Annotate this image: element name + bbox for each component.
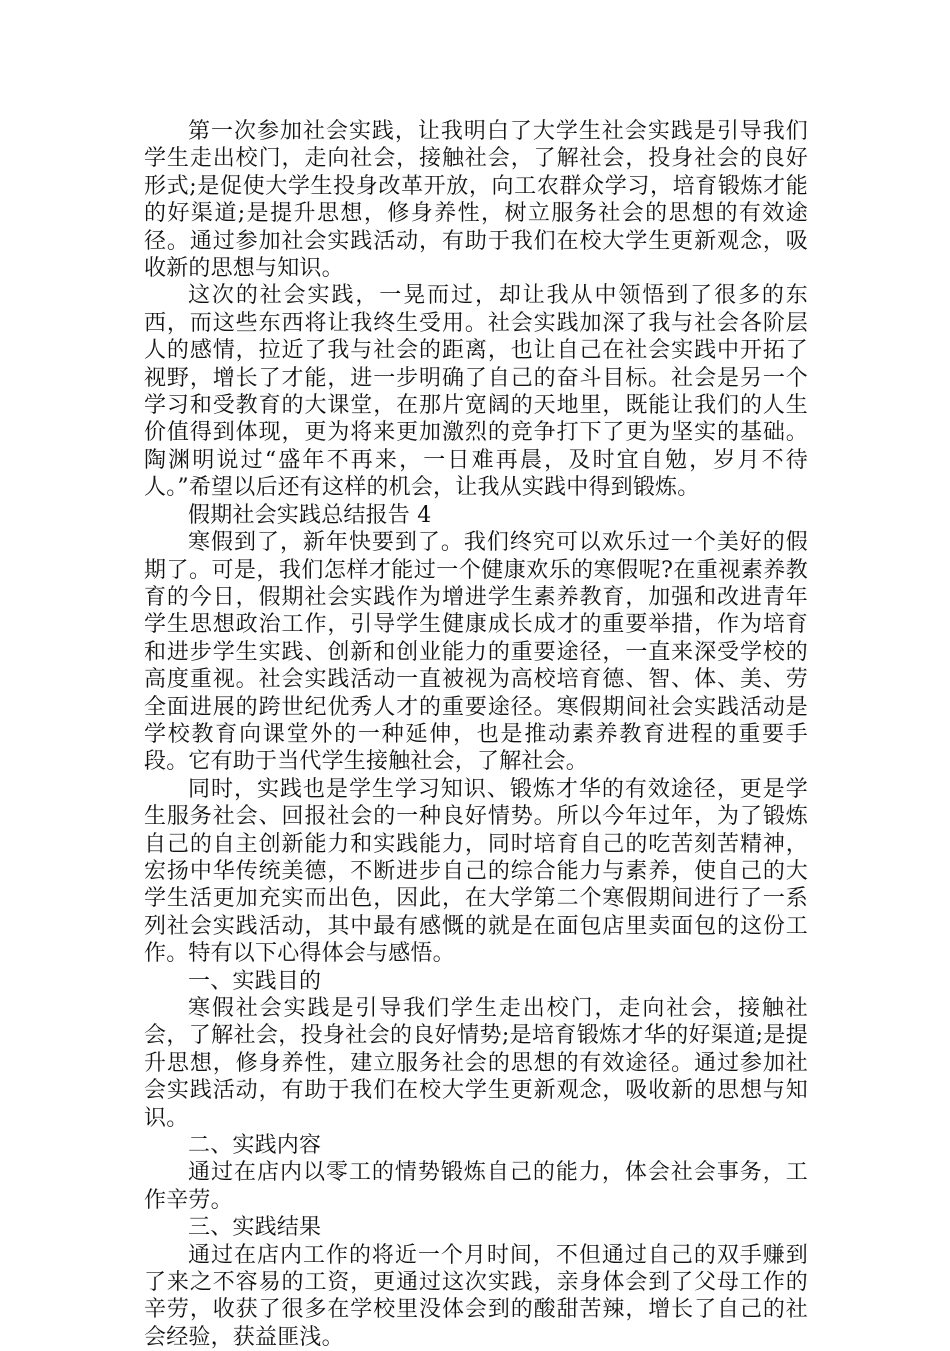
section-heading-purpose: 一、实践目的 <box>188 968 322 994</box>
document-page <box>144 118 808 1351</box>
paragraph-first-practice: 第一次参加社会实践，让我明白了大学生社会实践是引导我们学生走出校门，走向社会，接触社会，了解社会，投身社会的良好形式;是促使大学生投身改革开放，向工农群众学习，培育锻炼才能的好渠道;是提升思想，修身养性，树立服务社会的思想的有效途径。通过参加社会实践活动，有助于我们在校大学生更新观念，吸收新的思想与知识。 <box>144 119 808 282</box>
section-heading-content: 二、实践内容 <box>188 1133 322 1159</box>
section-heading-result: 三、实践结果 <box>188 1215 322 1241</box>
paragraph-purpose: 寒假社会实践是引导我们学生走出校门，走向社会，接触社会，了解社会，投身社会的良好情势;是培育锻炼才华的好渠道;是提升思想，修身养性，建立服务社会的思想的有效途径。通过参加社会实践活动，有助于我们在校大学生更新观念，吸收新的思想与知识。 <box>144 996 808 1131</box>
paragraph-reflection: 这次的社会实践，一晃而过，却让我从中领悟到了很多的东西，而这些东西将让我终生受用。社会实践加深了我与社会各阶层人的感情，拉近了我与社会的距离，也让自己在社会实践中开拓了视野，增长了才能，进一步明确了自己的奋斗目标。社会是另一个学习和受教育的大课堂，在那片宽阔的天地里，既能让我们的人生价值得到体现，更为将来更加激烈的竞争打下了更为坚实的基础。陶渊明说过“盛年不再来，一日难再晨，及时宜自勉，岁月不待人。”希望以后还有这样的机会，让我从实践中得到锻炼。 <box>144 283 808 501</box>
report-heading: 假期社会实践总结报告 4 <box>188 502 432 528</box>
paragraph-content: 通过在店内以零工的情势锻炼自己的能力，体会社会事务，工作辛劳。 <box>144 1160 808 1213</box>
paragraph-winter-vacation: 寒假到了，新年快要到了。我们终究可以欢乐过一个美好的假期了。可是，我们怎样才能过一个健康欢乐的寒假呢?在重视素养教育的今日，假期社会实践作为增进学生素养教育，加强和改进青年学生思想政治工作，引导学生健康成长成才的重要举措，作为培育和进步学生实践、创新和创业能力的重要途径，一直来深受学校的高度重视。社会实践活动一直被视为高校培育德、智、体、美、劳全面进展的跨世纪优秀人才的重要途径。寒假期间社会实践活动是学校教育向课堂外的一种延伸，也是推动素养教育进程的重要手段。它有助于当代学生接触社会，了解社会。 <box>144 530 808 775</box>
paragraph-meanwhile: 同时，实践也是学生学习知识、锻炼才华的有效途径，更是学生服务社会、回报社会的一种良好情势。所以今年过年，为了锻炼自己的自主创新能力和实践能力，同时培育自己的吃苦刻苦精神，宏扬中华传统美德，不断进步自己的综合能力与素养，使自己的大学生活更加充实而出色，因此，在大学第二个寒假期间进行了一系列社会实践活动，其中最有感慨的就是在面包店里卖面包的这份工作。特有以下心得体会与感悟。 <box>144 776 808 967</box>
paragraph-result: 通过在店内工作的将近一个月时间，不但通过自己的双手赚到了来之不容易的工资，更通过这次实践，亲身体会到了父母工作的辛劳，收获了很多在学校里没体会到的酸甜苦辣，增长了自己的社会经验，获益匪浅。 <box>144 1242 808 1350</box>
